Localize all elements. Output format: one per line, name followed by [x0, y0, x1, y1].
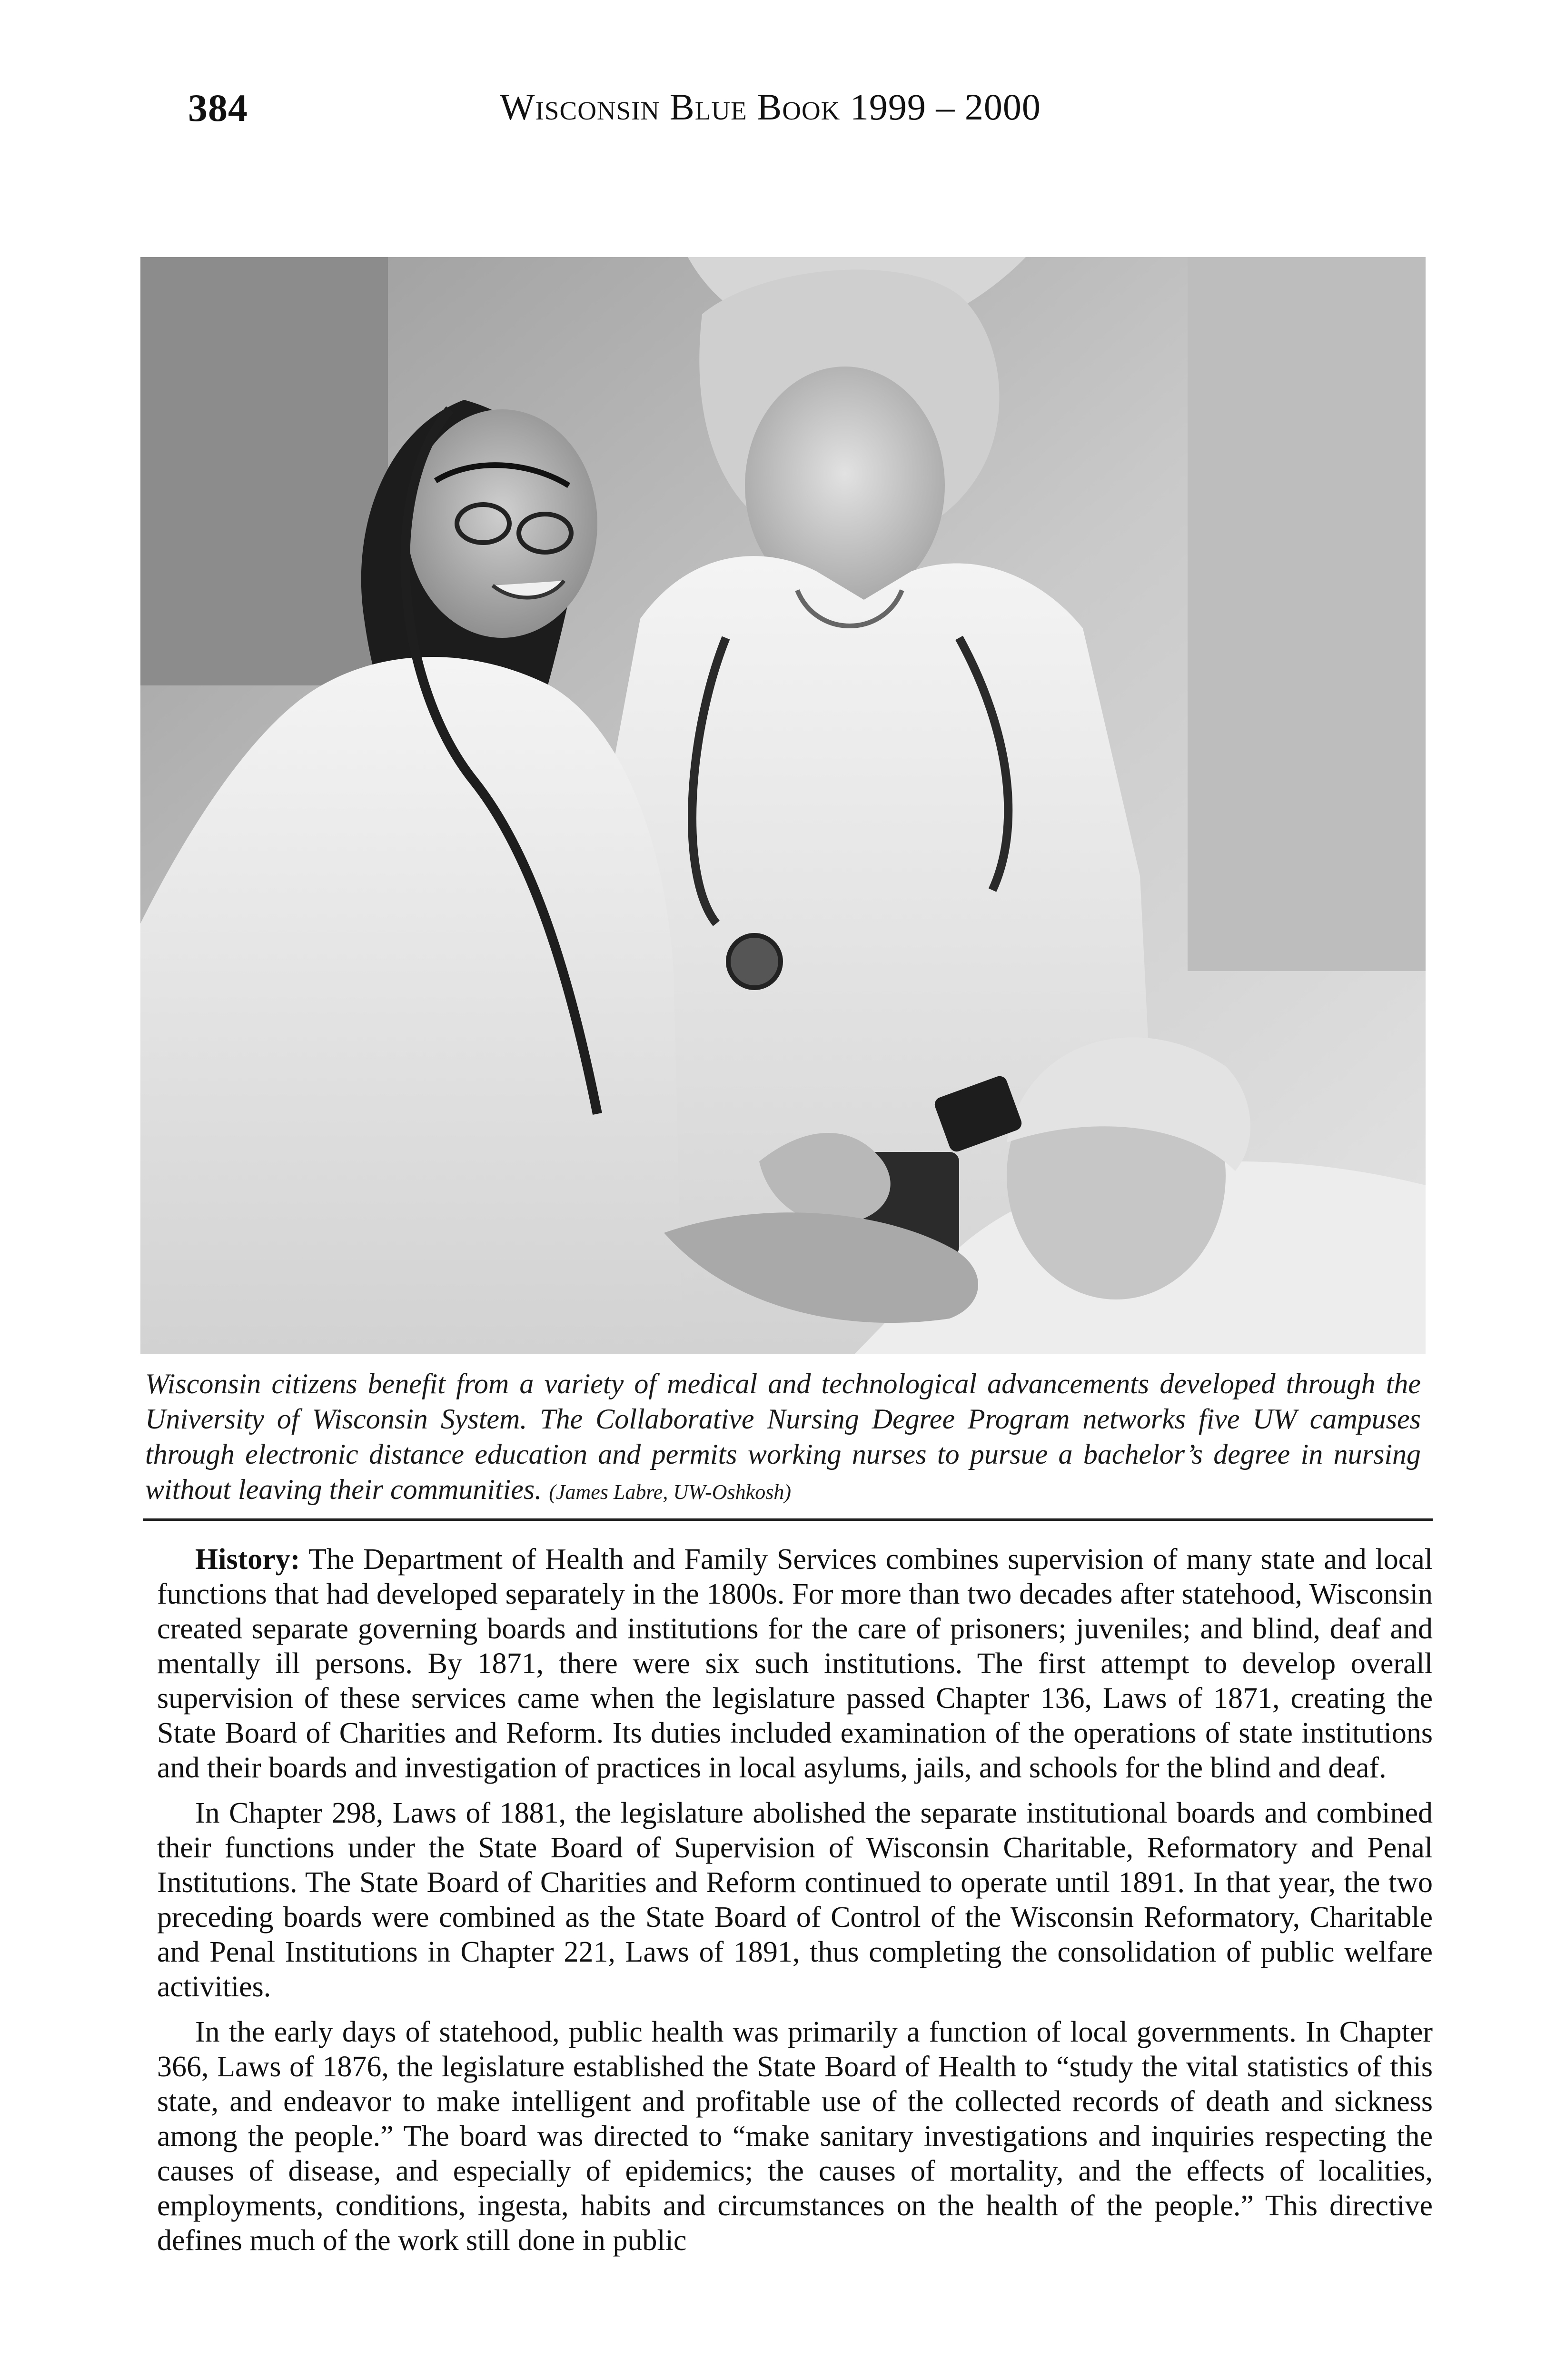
nursing-photo	[140, 257, 1426, 1354]
page-number: 384	[188, 86, 248, 129]
running-title: Wisconsin Blue Book 1999 – 2000	[500, 86, 1041, 128]
history-label: History:	[195, 1543, 300, 1576]
body-text	[157, 1542, 1433, 2269]
history-paragraph-2: In Chapter 298, Laws of 1881, the legislature abolished the separate institutional boards and combined their functions under the State Board of Supervision of Wisconsin Charitable, Reformatory and Penal Institutions. The State Board of Charities and Reform continued to operate until 1891. In that year, the two preceding boards were combined as the State Board of Control of the Wisconsin Reformatory, Charitable and Penal Institutions in Chapter 221, Laws of 1891, thus completing the consolidation of public welfare activities.	[157, 1797, 1433, 2003]
caption-divider	[143, 1518, 1433, 1521]
photo-credit: (James Labre, UW-Oshkosh)	[549, 1480, 791, 1504]
history-paragraph-3: In the early days of statehood, public health was primarily a function of local governments. In Chapter 366, Laws of 1876, the legislature established the State Board of Health to “study the vital statistics of this state, and endeavor to make intelligent and profitable use of the collected records of death and sickness among the people.” The board was directed to “make sanitary investigations and inquiries respecting the causes of disease, and especially of epidemics; the causes of mortality, and the effects of localities, employments, conditions, ingesta, habits and circumstances on the health of the people.” This directive defines much of the work still done in public	[157, 2016, 1433, 2257]
paragraph-1-text: The Department of Health and Family Services combines supervision of many state and local functions that had developed separately in the 1800s. For more than two decades after statehood, Wisconsin created separate governing boards and institutions for the care of prisoners; juveniles; and blind, deaf and mentally ill persons. By 1871, there were six such institutions. The first attempt to develop overall supervision of these services came when the legislature passed Chapter 136, Laws of 1871, creating the State Board of Charities and Reform. Its duties included examination of the operations of state institutions and their boards and investigation of practices in local asylums, jails, and schools for the blind and deaf.	[157, 1543, 1433, 1784]
history-paragraph-1	[157, 1542, 1433, 1785]
caption-text: Wisconsin citizens benefit from a variety of medical and technological advancements developed through the University of Wisconsin System. The Collaborative Nursing Degree Program networks five UW campuses through electronic distance education and permits working nurses to pursue a bachelor’s degree in nursing without leaving their communities.	[145, 1368, 1421, 1505]
page-header	[0, 71, 1546, 143]
photo-caption	[145, 1366, 1421, 1510]
